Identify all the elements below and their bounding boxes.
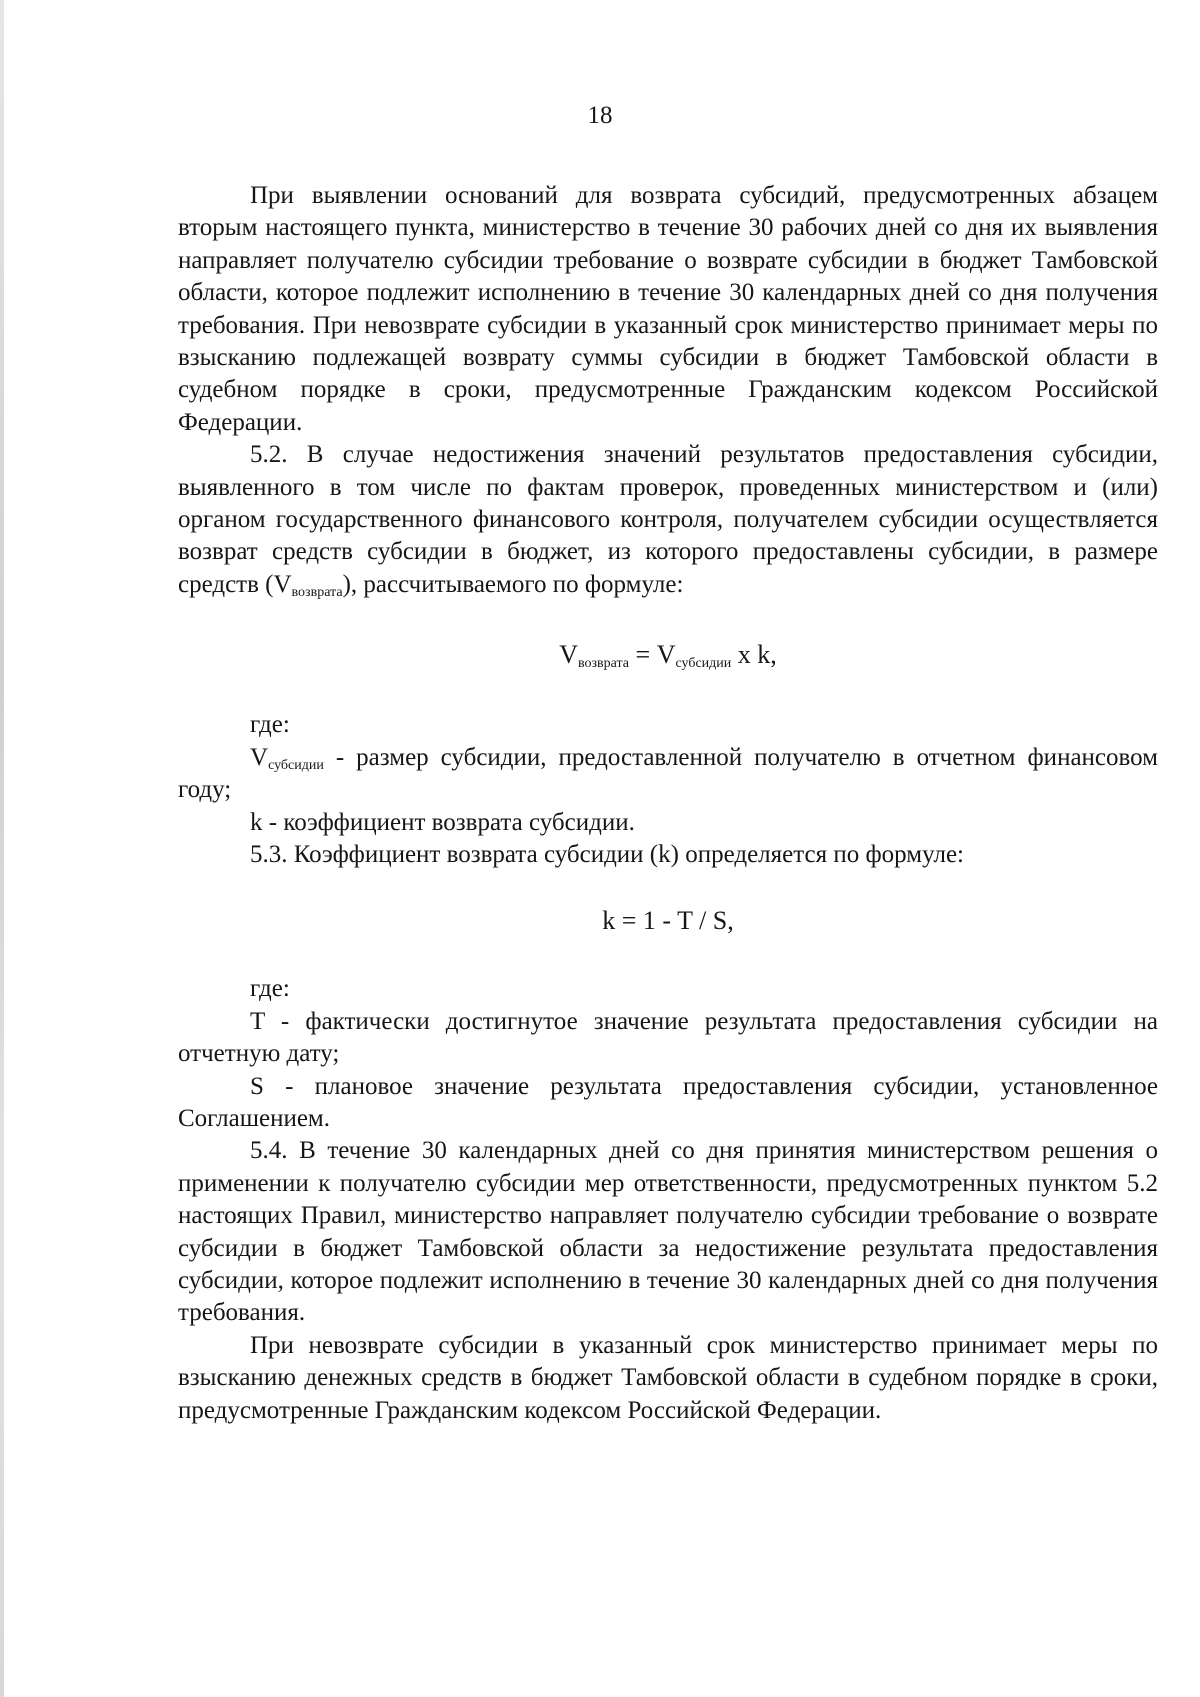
definition-v-text: - размер субсидии, предоставленной получателю в отчетном финансовом году; [178, 743, 1165, 804]
paragraph-5-4: 5.4. В течение 30 календарных дней со дня принятия министерством решения о применении к получателю субсидии мер ответственности, предусмотренных пунктом 5.2 настоящих Правил, министерство направляет получателю субсидии требование о возврате субсидии в бюджет Тамбовской области за недостижение результата предоставления субсидии, которое подлежит исполнению в течение 30 календарных дней со дня получения требования. [178, 1137, 1158, 1327]
where-label-2: где: [250, 975, 290, 1003]
paragraph-5-2-subscript: возврата [291, 584, 343, 600]
formula-coefficient: k = 1 - T / S, [602, 906, 734, 936]
paragraph-5-2 [178, 439, 1158, 601]
document-body [178, 180, 1165, 1427]
paragraph-return-grounds: При выявлении оснований для возврата субсидий, предусмотренных абзацем вторым настоящего пункта, министерство в течение 30 рабочих дней со дня их выявления направляет получателю субсидии требование о возврате субсидии в бюджет Тамбовской области, которое подлежит исполнению в течение 30 календарных дней со дня получения требования. При невозврате субсидии в указанный срок министерство принимает меры по взысканию подлежащей возврату суммы субсидии в бюджет Тамбовской области в судебном порядке в сроки, предусмотренные Гражданским кодексом Российской Федерации. [178, 182, 1158, 436]
scan-edge [0, 0, 4, 1697]
definition-s: S - плановое значение результата предоставления субсидии, установленное Соглашением. [178, 1072, 1158, 1132]
formula-return-amount [178, 639, 1158, 671]
definition-k: k - коэффициент возврата субсидии. [250, 808, 635, 836]
paragraph-5-2-text: 5.2. В случае недостижения значений результатов предоставления субсидии, выявленного в том числе по фактам проверок, проведенных министерством и (или) органом государственного финансового контроля, получателем субсидии осуществляется возврат средств субсидии в бюджет, из которого предоставлены субсидии, в размере средств (V [178, 441, 1158, 598]
paragraph-non-return: При невозврате субсидии в указанный срок министерство принимает меры по взысканию денежных средств в бюджет Тамбовской области в судебном порядке в сроки, предусмотренные Гражданским кодексом Российской Федерации. [178, 1331, 1158, 1424]
paragraph-5-2-tail: ), рассчитываемого по формуле: [342, 570, 684, 598]
definition-t: T - фактически достигнутое значение результата предоставления субсидии на отчетную дату; [178, 1007, 1158, 1068]
formula-1-rhs-sub: субсидии [675, 656, 732, 672]
formula-1-eq: = [629, 640, 657, 670]
definition-v-var: V [250, 743, 269, 771]
page-number: 18 [587, 102, 613, 129]
formula-1-lhs-var: V [559, 640, 579, 670]
definition-v-sub: субсидии [268, 757, 324, 773]
definition-v-subsidy [178, 742, 1165, 807]
formula-1-rhs-var: V [656, 640, 676, 670]
formula-1-lhs-sub: возврата [578, 656, 630, 672]
formula-1-rhs-rest: x k, [731, 640, 777, 670]
where-label-1: где: [250, 711, 290, 739]
paragraph-5-3: 5.3. Коэффициент возврата субсидии (k) определяется по формуле: [250, 840, 965, 868]
